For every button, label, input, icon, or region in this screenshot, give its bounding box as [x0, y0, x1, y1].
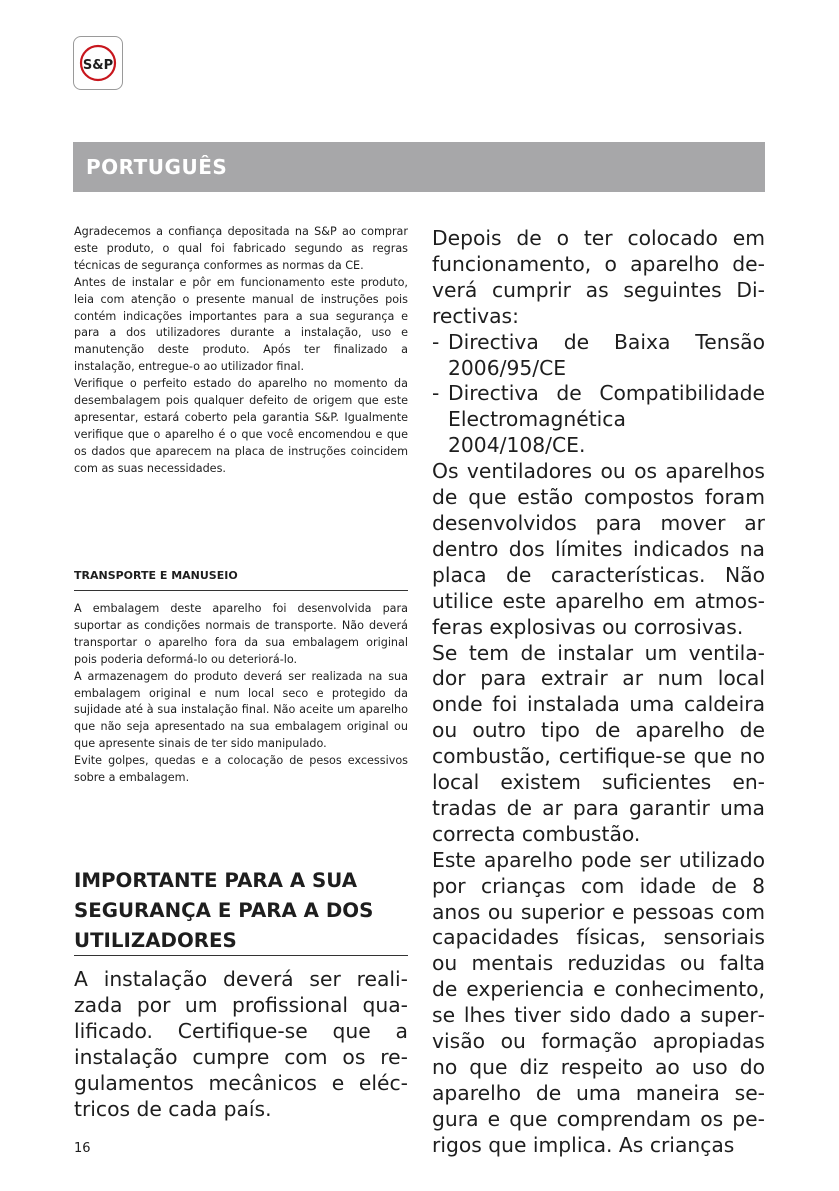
intro-section: [74, 224, 408, 478]
boiler-paragraph: Se tem de instalar um ventilador para extrair ar num local onde foi instalada uma caldeira ou outro tipo de aparelho de combustão, certifique-se que no local existem suficientes entradas de ar para garantir uma correcta combustão.: [432, 640, 765, 846]
transport-paragraph-2: A armazenagem do produto deverá ser realizada na sua embalagem original e num local seco e protegido da sujidade até à sua instalação final. Não aceite um aparelho que não seja apresentado na sua embalagem original ou que apresente sinais de ter sido manipulado.: [74, 669, 408, 751]
transport-paragraph-3: Evite golpes, quedas e a colocação de pesos excessivos sobre a embalagem.: [74, 754, 408, 785]
sp-logo-text: S&P: [82, 58, 114, 73]
transport-section: [74, 601, 408, 787]
install-paragraph: A instalação deverá ser realizada por um profissional qualificado. Certifique-se que a instalação cumpre com os regulamentos mecânicos e eléctricos de cada país.: [74, 967, 408, 1121]
children-paragraph: Este aparelho pode ser utilizado por crianças com idade de 8 anos ou superior e pessoas com capacidades físicas, sensoriais ou mentais reduzidas ou falta de experiencia e conhecimento, se lhes tiver sido dado a supervisão ou formação apropiadas no que diz respeito ao uso do aparelho de uma maneira segura e que comprendam os perigos que implica. As crianças: [432, 847, 765, 1157]
before-install-paragraph: Antes de instalar e pôr em funcionamento este produto, leia com atenção o presente manual de instruções pois contém indicações importantes para a sua segurança e para a dos utilizadores durante a instalação, uso e manutenção deste produto. Após ter finalizado a instalação, entregue-o ao utilizador final.: [74, 275, 408, 374]
language-header: [73, 142, 765, 192]
directives-intro: Depois de o ter colocado em funcionamento, o aparelho deverá cumprir as seguintes Directivas:: [432, 226, 765, 328]
page-number: 16: [74, 1141, 91, 1156]
directive-item-low-voltage: - Directiva de Baixa Tensão 2006/95/CE: [432, 330, 765, 382]
install-section: [74, 967, 408, 1122]
directive-item-emc: - Directiva de Compatibilidade Electromagnética 2004/108/CE.: [432, 381, 765, 459]
intro-paragraph: Agradecemos a confiança depositada na S&P ao comprar este produto, o qual foi fabricado segundo as regras técnicas de segurança conformes as normas da CE.: [74, 225, 408, 272]
right-column: [432, 226, 765, 1159]
safety-heading-line-3: UTILIZADORES: [74, 929, 237, 952]
sp-logo-icon: [78, 42, 118, 84]
language-title: PORTUGUÊS: [86, 155, 228, 179]
verify-paragraph: Verifique o perfeito estado do aparelho no momento da desembalagem pois qualquer defeito de origem que este apresentar, estará coberto pela garantia S&P. Igualmente verifique que o aparelho é o que você encomendou e que os dados que aparecem na placa de instruções coincidem com as suas necessidades.: [74, 377, 408, 475]
transport-paragraph-1: A embalagem deste aparelho foi desenvolvida para suportar as condições normais de transporte. Não deverá transportar o aparelho fora da sua embalagem original pois poderia deformá-lo ou deteriorá-lo.: [74, 602, 408, 666]
safety-heading-line-2: SEGURANÇA E PARA A DOS: [74, 899, 374, 922]
fans-paragraph: Os ventiladores ou os aparelhos de que estão compostos foram desenvolvidos para mover ar dentro dos límites indicados na placa de características. Não utilice este aparelho em atmosferas explosivas ou corrosivas.: [432, 459, 765, 639]
safety-heading-line-1: IMPORTANTE PARA A SUA: [74, 869, 358, 892]
directives-list: [432, 330, 765, 460]
transport-heading: [74, 569, 408, 591]
sp-logo: [73, 36, 123, 90]
safety-heading: [74, 866, 408, 956]
transport-heading-text: TRANSPORTE E MANUSEIO: [74, 569, 238, 582]
